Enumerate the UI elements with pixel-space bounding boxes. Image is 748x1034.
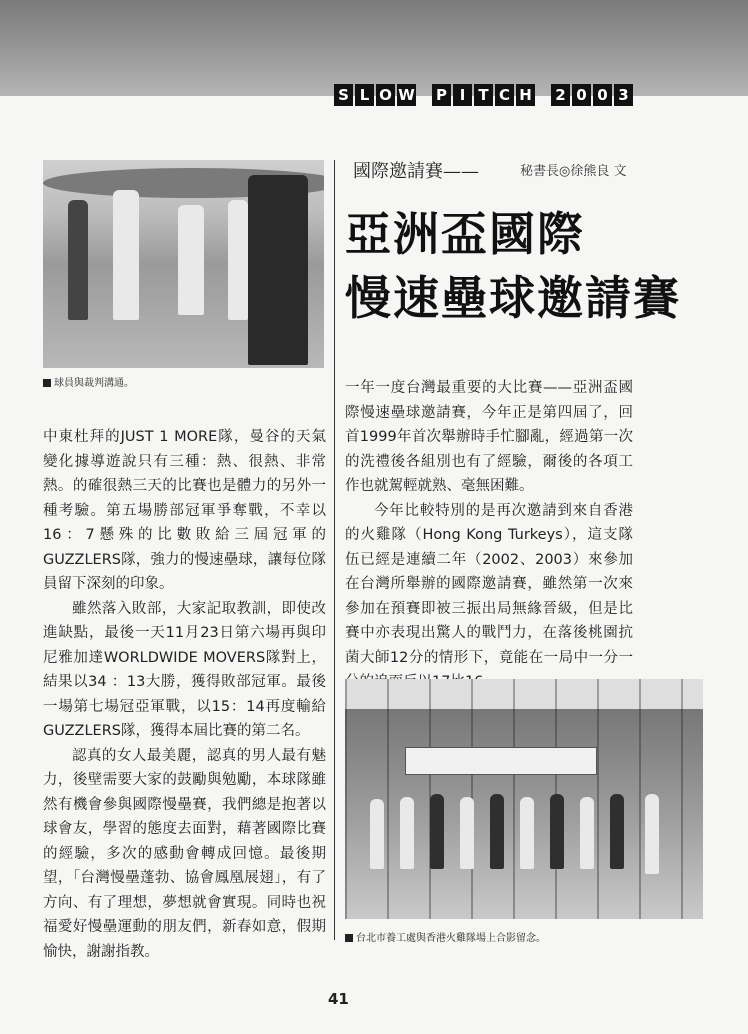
- banner-letter: H: [516, 84, 535, 106]
- banner-letter: T: [474, 84, 493, 106]
- banner-letter: 0: [572, 84, 591, 106]
- banner-letter: 2: [551, 84, 570, 106]
- top-photo-caption: [43, 374, 134, 389]
- right-column: [345, 376, 633, 695]
- column-divider: [334, 160, 335, 940]
- umpire-photo: [43, 160, 324, 368]
- banner-letter: I: [453, 84, 472, 106]
- page-number: 41: [328, 990, 349, 1008]
- header-band: [0, 0, 748, 96]
- paragraph: 認真的女人最美麗，認真的男人最有魅力，後壁需要大家的鼓勵與勉勵，本球隊雖然有機會參與國際慢壘賽，我們總是抱著以球會友，學習的態度去面對，藉著國際比賽的經驗，多次的感動會轉成回憶。最後期望，「台灣慢壘蓬勃、協會鳳凰展翅」，有了方向、有了理想，夢想就會實現。同時也祝福愛好慢壘運動的朋友們，新春如意，假期愉快，謝謝指教。: [43, 747, 326, 960]
- banner-letter: L: [355, 84, 374, 106]
- banner-gap: [537, 84, 549, 106]
- caption-text: 球員與裁判溝通。: [54, 378, 134, 389]
- caption-square-icon: [345, 934, 353, 942]
- headline-line-2: 慢速壘球邀請賽: [345, 271, 681, 325]
- bottom-photo-caption: [345, 929, 546, 944]
- banner-letter: O: [376, 84, 395, 106]
- banner-letter: 0: [593, 84, 612, 106]
- banner-letter: 3: [614, 84, 633, 106]
- team-photo: [345, 679, 703, 919]
- banner-gap: [418, 84, 430, 106]
- caption-square-icon: [43, 379, 51, 387]
- headline-line-1: 亞洲盃國際: [345, 207, 585, 261]
- banner-letter: S: [334, 84, 353, 106]
- banner-letter: W: [398, 86, 415, 104]
- left-column: [43, 425, 326, 964]
- section-label: 國際邀請賽——: [353, 161, 479, 182]
- series-banner: [334, 84, 633, 106]
- caption-text: 台北市養工處與香港火雞隊場上合影留念。: [356, 933, 546, 944]
- tournament-banner: [405, 747, 597, 775]
- paragraph: 中東杜拜的JUST 1 MORE隊，曼谷的天氣變化據導遊說只有三種：熱、很熱、非常熱。的確很熱三天的比賽也是體力的另外一種考驗。第五場勝部冠軍爭奪戰，不幸以16：7懸殊的比數敗給三屆冠軍的GUZZLERS隊，強力的慢速壘球，讓每位隊員留下深刻的印象。: [43, 429, 326, 592]
- banner-letter: P: [432, 84, 451, 106]
- paragraph: 雖然落入敗部，大家記取教訓，即使改進缺點，最後一天11月23日第六場再與印尼雅加達WORLDWIDE MOVERS隊對上，結果以34 ：13大勝，獲得敗部冠軍。最後一場第七場冠亞軍戰，以15：14再度輸給GUZZLERS隊，獲得本屆比賽的第二名。: [43, 600, 326, 739]
- banner-letter: C: [495, 84, 514, 106]
- paragraph: 一年一度台灣最重要的大比賽——亞洲盃國際慢速壘球邀請賽，今年正是第四屆了，回首1999年首次舉辦時手忙腳亂，經過第一次的洗禮後各組別也有了經驗，爾後的各項工作也就駕輕就熟、毫無困難。: [345, 380, 633, 494]
- paragraph: 今年比較特別的是再次邀請到來自香港的火雞隊（Hong Kong Turkeys），這支隊伍已經是連續二年（2002、2003）來參加在台灣所舉辦的國際邀請賽，雖然第一次來參加在預賽即被三振出局無緣晉級，但是比賽中亦表現出驚人的戰鬥力，在落後桃園抗菌大師12分的情形下，竟能在一局中一分一: [345, 502, 633, 666]
- byline: 秘書長◎徐熊良 文: [520, 164, 627, 179]
